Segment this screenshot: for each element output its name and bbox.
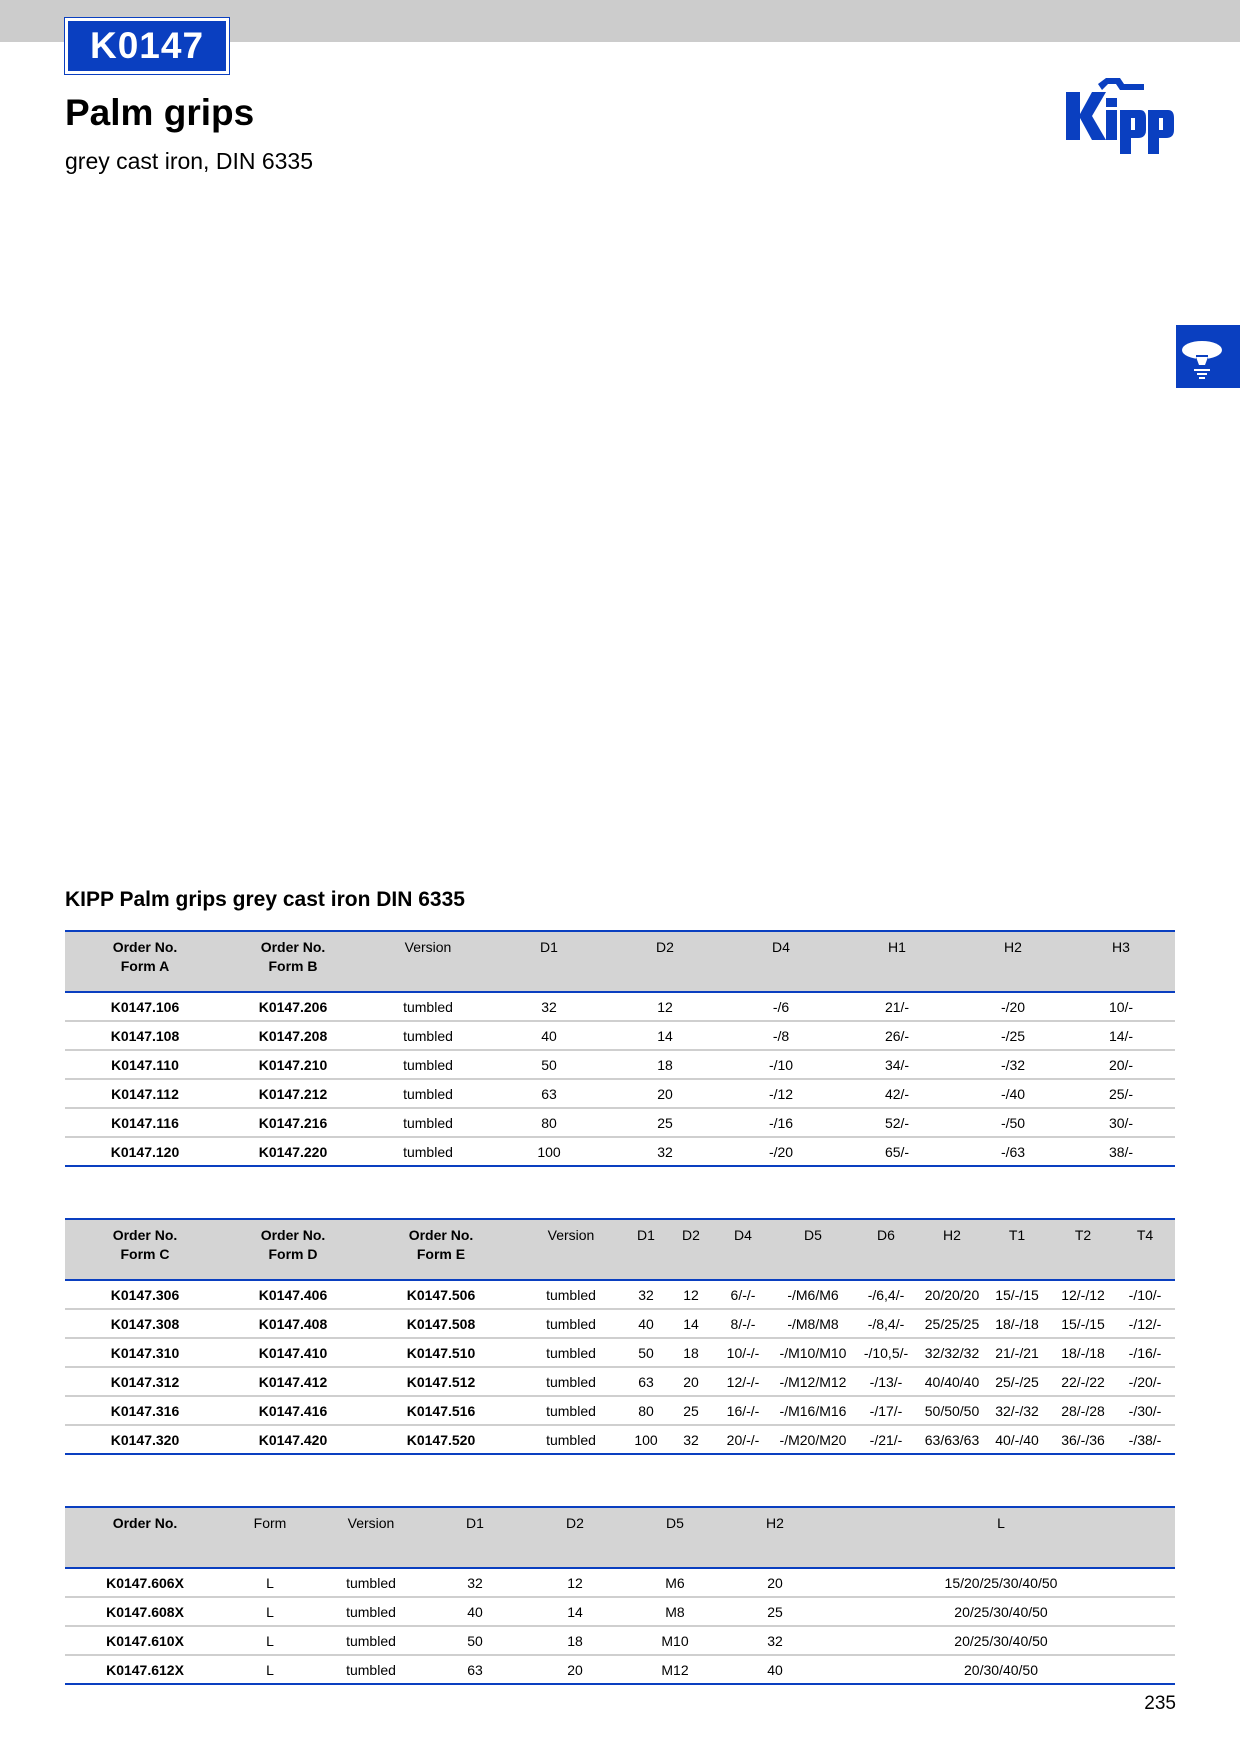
order-number-cell: K0147.312 (65, 1367, 225, 1396)
table-cell: L (225, 1597, 315, 1626)
order-number-cell: K0147.420 (225, 1425, 361, 1454)
table-cell: tumbled (521, 1280, 621, 1309)
order-number-cell: K0147.520 (361, 1425, 521, 1454)
table-cell: -/16 (727, 1108, 835, 1137)
table-cell: M8 (627, 1597, 723, 1626)
table-cell: 50 (427, 1626, 523, 1655)
table-cell: -/M8/M8 (775, 1309, 851, 1338)
table-cell: -/12/- (1115, 1309, 1175, 1338)
table-cell: 12/-/12 (1051, 1280, 1115, 1309)
table-cell: 15/20/25/30/40/50 (827, 1568, 1175, 1597)
table-cell: 12 (523, 1568, 627, 1597)
table-row (65, 1280, 1175, 1309)
table-cell: -/20 (727, 1137, 835, 1166)
column-header-label: Order No. (112, 939, 178, 955)
order-number-cell: K0147.310 (65, 1338, 225, 1367)
table-cell: tumbled (361, 1079, 495, 1108)
table-cell: 50/50/50 (921, 1396, 983, 1425)
section-title: KIPP Palm grips grey cast iron DIN 6335 (65, 888, 465, 911)
order-number-cell: K0147.512 (361, 1367, 521, 1396)
column-header (983, 1219, 1051, 1280)
order-number-cell: K0147.112 (65, 1079, 225, 1108)
column-header (711, 1219, 775, 1280)
table-row (65, 1108, 1175, 1137)
column-header-label: Order No. (112, 1515, 178, 1531)
column-header (1051, 1219, 1115, 1280)
column-header-label: L (997, 1515, 1005, 1531)
table-cell: 40 (495, 1021, 603, 1050)
column-header-label: D4 (734, 1227, 752, 1243)
column-header-label: Order No. (112, 1227, 178, 1243)
order-number-cell: K0147.606X (65, 1568, 225, 1597)
table-cell: 18 (603, 1050, 727, 1079)
table-cell: L (225, 1655, 315, 1684)
table-cell: 40/40/40 (921, 1367, 983, 1396)
table-row (65, 1568, 1175, 1597)
table-cell: -/38/- (1115, 1425, 1175, 1454)
table-cell: 80 (621, 1396, 671, 1425)
page-subtitle: grey cast iron, DIN 6335 (65, 148, 314, 174)
table-cell: 25/- (1067, 1079, 1175, 1108)
column-header-label: D4 (772, 939, 790, 955)
column-header-sublabel: Form A (120, 958, 170, 974)
column-header (361, 931, 495, 992)
table-cell: 65/- (835, 1137, 959, 1166)
column-header-label: T1 (1008, 1227, 1026, 1243)
table-cell: 10/-/- (711, 1338, 775, 1367)
table-cell: 16/-/- (711, 1396, 775, 1425)
spec-table-form-a-b (65, 930, 1175, 1167)
order-number-cell: K0147.506 (361, 1280, 521, 1309)
order-number-cell: K0147.410 (225, 1338, 361, 1367)
table-cell: tumbled (361, 1050, 495, 1079)
order-number-cell: K0147.320 (65, 1425, 225, 1454)
table-cell: 28/-/28 (1051, 1396, 1115, 1425)
table-cell: -/M10/M10 (775, 1338, 851, 1367)
order-number-cell: K0147.116 (65, 1108, 225, 1137)
order-number-cell: K0147.216 (225, 1108, 361, 1137)
table-cell: 20 (671, 1367, 711, 1396)
column-header-label: Version (547, 1227, 595, 1243)
table-cell: tumbled (361, 992, 495, 1021)
table-cell: 63/63/63 (921, 1425, 983, 1454)
column-header (521, 1219, 621, 1280)
table-cell: 6/-/- (711, 1280, 775, 1309)
order-number-cell: K0147.208 (225, 1021, 361, 1050)
order-number-cell: K0147.408 (225, 1309, 361, 1338)
table-cell: 14 (603, 1021, 727, 1050)
column-header-sublabel: Form D (268, 1246, 318, 1262)
column-header-label: T4 (1136, 1227, 1154, 1243)
table-cell: 14 (671, 1309, 711, 1338)
category-tab[interactable] (1176, 325, 1240, 388)
table-cell: -/6 (727, 992, 835, 1021)
table-cell: tumbled (521, 1396, 621, 1425)
table-cell: 32 (723, 1626, 827, 1655)
column-header-sublabel: Form E (416, 1246, 466, 1262)
table-cell: M12 (627, 1655, 723, 1684)
order-number-cell: K0147.510 (361, 1338, 521, 1367)
column-header (65, 1219, 225, 1280)
order-number-cell: K0147.610X (65, 1626, 225, 1655)
column-header-label: D1 (466, 1515, 484, 1531)
table-cell: 100 (495, 1137, 603, 1166)
table-cell: tumbled (521, 1338, 621, 1367)
table-cell: 15/-/15 (983, 1280, 1051, 1309)
column-header (523, 1507, 627, 1568)
table-row (65, 1079, 1175, 1108)
table-cell: -/6,4/- (851, 1280, 921, 1309)
column-header-label: H2 (766, 1515, 784, 1531)
order-number-cell: K0147.508 (361, 1309, 521, 1338)
table-cell: tumbled (315, 1626, 427, 1655)
table-cell: 52/- (835, 1108, 959, 1137)
spec-table-form-l (65, 1506, 1175, 1685)
table-cell: 30/- (1067, 1108, 1175, 1137)
table-cell: 21/-/21 (983, 1338, 1051, 1367)
order-number-cell: K0147.106 (65, 992, 225, 1021)
table-cell: -/17/- (851, 1396, 921, 1425)
order-number-cell: K0147.120 (65, 1137, 225, 1166)
table-cell: -/50 (959, 1108, 1067, 1137)
table-cell: -/10 (727, 1050, 835, 1079)
table-cell: -/25 (959, 1021, 1067, 1050)
order-number-cell: K0147.206 (225, 992, 361, 1021)
table-cell: 20/20/20 (921, 1280, 983, 1309)
column-header-label: T2 (1074, 1227, 1092, 1243)
table-cell: 32 (495, 992, 603, 1021)
table-cell: tumbled (521, 1309, 621, 1338)
table-cell: -/40 (959, 1079, 1067, 1108)
table-cell: tumbled (361, 1137, 495, 1166)
table-cell: 14 (523, 1597, 627, 1626)
column-header (959, 931, 1067, 992)
column-header (835, 931, 959, 992)
table-cell: -/M6/M6 (775, 1280, 851, 1309)
order-number-cell: K0147.108 (65, 1021, 225, 1050)
table-cell: 20/-/- (711, 1425, 775, 1454)
column-header (775, 1219, 851, 1280)
table-cell: 14/- (1067, 1021, 1175, 1050)
table-cell: -/16/- (1115, 1338, 1175, 1367)
table-cell: tumbled (361, 1108, 495, 1137)
table-cell: -/8 (727, 1021, 835, 1050)
column-header (225, 1219, 361, 1280)
column-header (225, 931, 361, 992)
column-header (603, 931, 727, 992)
table-cell: tumbled (315, 1568, 427, 1597)
order-number-cell: K0147.412 (225, 1367, 361, 1396)
table-cell: -/10/- (1115, 1280, 1175, 1309)
column-header-label: H2 (1004, 939, 1022, 955)
table-cell: -/21/- (851, 1425, 921, 1454)
table-cell: 25 (603, 1108, 727, 1137)
table-header-row (65, 1219, 1175, 1280)
column-header (1115, 1219, 1175, 1280)
table-cell: 38/- (1067, 1137, 1175, 1166)
column-header (495, 931, 603, 992)
table-cell: 20/25/30/40/50 (827, 1597, 1175, 1626)
table-row (65, 1425, 1175, 1454)
table-row (65, 1309, 1175, 1338)
table-cell: 40 (723, 1655, 827, 1684)
order-number-cell: K0147.306 (65, 1280, 225, 1309)
column-header (427, 1507, 523, 1568)
column-header-sublabel: Form C (120, 1246, 170, 1262)
table-cell: 8/-/- (711, 1309, 775, 1338)
table-cell: L (225, 1626, 315, 1655)
table-cell: 20/- (1067, 1050, 1175, 1079)
table-row (65, 1050, 1175, 1079)
table-cell: 20/25/30/40/50 (827, 1626, 1175, 1655)
table-cell: 18 (523, 1626, 627, 1655)
table-cell: 15/-/15 (1051, 1309, 1115, 1338)
table-cell: -/8,4/- (851, 1309, 921, 1338)
table-cell: -/20 (959, 992, 1067, 1021)
column-header (315, 1507, 427, 1568)
table-row (65, 1338, 1175, 1367)
column-header (65, 931, 225, 992)
table-cell: 80 (495, 1108, 603, 1137)
column-header-label: Version (347, 1515, 395, 1531)
table-row (65, 992, 1175, 1021)
column-header (723, 1507, 827, 1568)
table-cell: 40/-/40 (983, 1425, 1051, 1454)
order-number-cell: K0147.516 (361, 1396, 521, 1425)
column-header-label: D5 (666, 1515, 684, 1531)
table-cell: 42/- (835, 1079, 959, 1108)
table-cell: L (225, 1568, 315, 1597)
table-cell: 63 (427, 1655, 523, 1684)
table-cell: 12 (671, 1280, 711, 1309)
order-number-cell: K0147.612X (65, 1655, 225, 1684)
column-header-label: H3 (1112, 939, 1130, 955)
column-header (851, 1219, 921, 1280)
column-header (361, 1219, 521, 1280)
table-cell: 32/-/32 (983, 1396, 1051, 1425)
table-cell: -/63 (959, 1137, 1067, 1166)
table-cell: -/10,5/- (851, 1338, 921, 1367)
column-header (727, 931, 835, 992)
column-header (621, 1219, 671, 1280)
table-cell: 20 (723, 1568, 827, 1597)
order-number-cell: K0147.316 (65, 1396, 225, 1425)
order-number-cell: K0147.416 (225, 1396, 361, 1425)
column-header (921, 1219, 983, 1280)
column-header-sublabel: Form B (268, 958, 318, 974)
table-row (65, 1396, 1175, 1425)
table-cell: 20/30/40/50 (827, 1655, 1175, 1684)
table-cell: 22/-/22 (1051, 1367, 1115, 1396)
column-header-label: D2 (566, 1515, 584, 1531)
table-row (65, 1597, 1175, 1626)
table-cell: 20 (603, 1079, 727, 1108)
kipp-logo (1066, 74, 1180, 160)
column-header-label: D2 (656, 939, 674, 955)
table-cell: 25/-/25 (983, 1367, 1051, 1396)
table-cell: 50 (495, 1050, 603, 1079)
table-cell: 32/32/32 (921, 1338, 983, 1367)
column-header (1067, 931, 1175, 992)
table-cell: tumbled (361, 1021, 495, 1050)
table-cell: 25 (671, 1396, 711, 1425)
page-number: 235 (1144, 1693, 1176, 1714)
column-header-label: D1 (540, 939, 558, 955)
table-cell: -/13/- (851, 1367, 921, 1396)
table-cell: 10/- (1067, 992, 1175, 1021)
table-cell: M6 (627, 1568, 723, 1597)
table-cell: 25/25/25 (921, 1309, 983, 1338)
order-number-cell: K0147.406 (225, 1280, 361, 1309)
table-cell: M10 (627, 1626, 723, 1655)
column-header-label: D2 (682, 1227, 700, 1243)
table-row (65, 1021, 1175, 1050)
table-row (65, 1655, 1175, 1684)
table-cell: tumbled (315, 1597, 427, 1626)
order-number-cell: K0147.212 (225, 1079, 361, 1108)
table-cell: 40 (621, 1309, 671, 1338)
table-header-row (65, 1507, 1175, 1568)
table-cell: 32 (427, 1568, 523, 1597)
order-number-cell: K0147.110 (65, 1050, 225, 1079)
column-header (225, 1507, 315, 1568)
table-cell: 36/-/36 (1051, 1425, 1115, 1454)
table-header-row (65, 931, 1175, 992)
column-header-label: H2 (943, 1227, 961, 1243)
column-header-label: Form (253, 1515, 287, 1531)
table-cell: -/M12/M12 (775, 1367, 851, 1396)
column-header (671, 1219, 711, 1280)
column-header-label: Order No. (408, 1227, 474, 1243)
table-cell: -/M20/M20 (775, 1425, 851, 1454)
spec-table-form-c-d-e (65, 1218, 1175, 1455)
table-cell: 34/- (835, 1050, 959, 1079)
table-cell: tumbled (521, 1367, 621, 1396)
table-row (65, 1626, 1175, 1655)
table-row (65, 1137, 1175, 1166)
order-number-cell: K0147.220 (225, 1137, 361, 1166)
table-cell: 18/-/18 (1051, 1338, 1115, 1367)
column-header-label: D1 (637, 1227, 655, 1243)
column-header (627, 1507, 723, 1568)
table-cell: 32 (603, 1137, 727, 1166)
table-cell: 21/- (835, 992, 959, 1021)
table-cell: 26/- (835, 1021, 959, 1050)
column-header-label: H1 (888, 939, 906, 955)
page-title: Palm grips (65, 92, 255, 133)
table-cell: 100 (621, 1425, 671, 1454)
table-cell: -/30/- (1115, 1396, 1175, 1425)
column-header-label: Version (404, 939, 452, 955)
table-cell: -/M16/M16 (775, 1396, 851, 1425)
order-number-cell: K0147.210 (225, 1050, 361, 1079)
table-cell: 40 (427, 1597, 523, 1626)
table-cell: 63 (495, 1079, 603, 1108)
table-cell: -/32 (959, 1050, 1067, 1079)
column-header-label: Order No. (260, 939, 326, 955)
table-cell: 32 (671, 1425, 711, 1454)
table-cell: 18 (671, 1338, 711, 1367)
column-header-label: Order No. (260, 1227, 326, 1243)
table-cell: 20 (523, 1655, 627, 1684)
table-cell: tumbled (521, 1425, 621, 1454)
palm-grip-icon (1176, 325, 1240, 388)
column-header (827, 1507, 1175, 1568)
table-cell: 50 (621, 1338, 671, 1367)
table-cell: 18/-/18 (983, 1309, 1051, 1338)
order-number-cell: K0147.308 (65, 1309, 225, 1338)
table-cell: 25 (723, 1597, 827, 1626)
table-cell: -/20/- (1115, 1367, 1175, 1396)
table-cell: 32 (621, 1280, 671, 1309)
table-cell: -/12 (727, 1079, 835, 1108)
table-cell: 12 (603, 992, 727, 1021)
table-row (65, 1367, 1175, 1396)
table-cell: 12/-/- (711, 1367, 775, 1396)
order-number-cell: K0147.608X (65, 1597, 225, 1626)
table-cell: 63 (621, 1367, 671, 1396)
column-header-label: D5 (804, 1227, 822, 1243)
column-header (65, 1507, 225, 1568)
table-cell: tumbled (315, 1655, 427, 1684)
product-code-badge: K0147 (65, 18, 229, 74)
column-header-label: D6 (877, 1227, 895, 1243)
